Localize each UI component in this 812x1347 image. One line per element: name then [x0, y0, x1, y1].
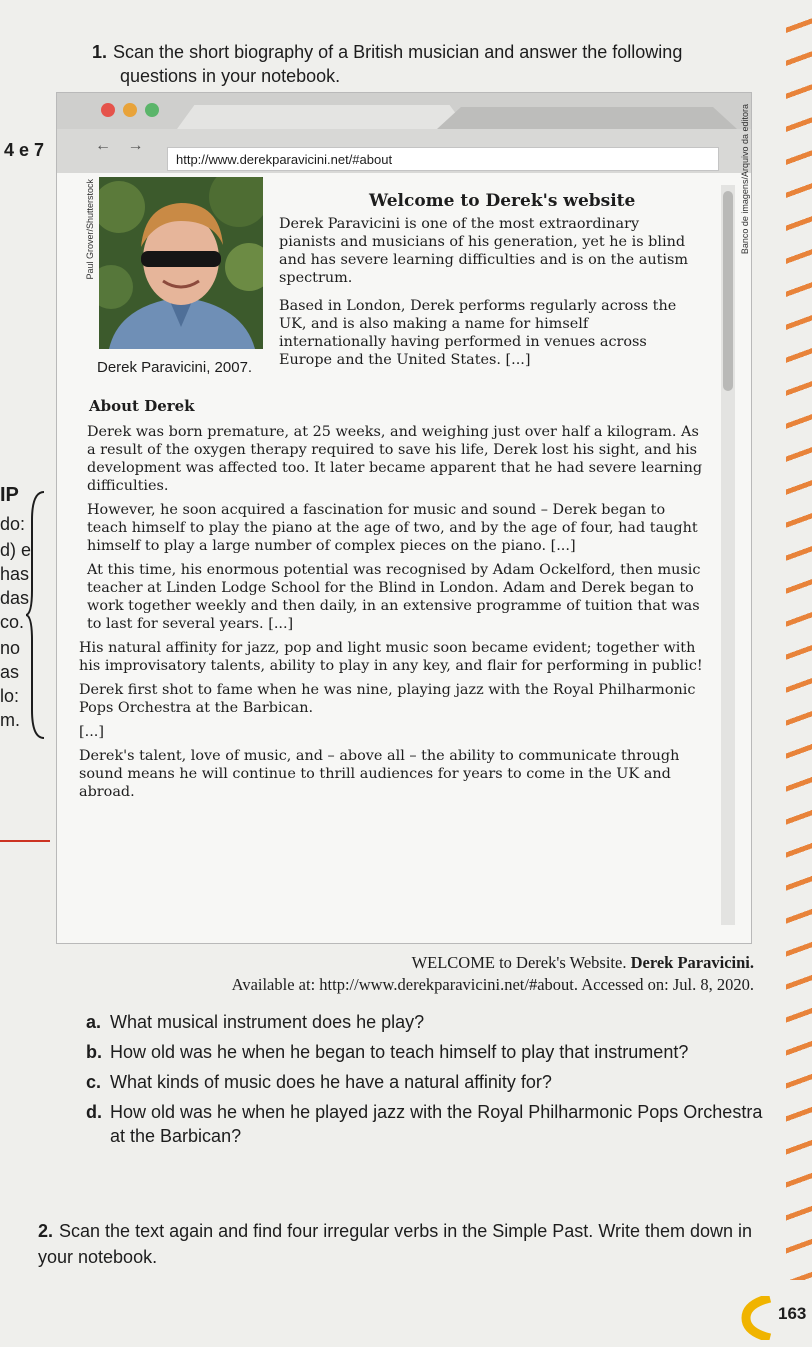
page-tab-icon — [740, 1296, 776, 1340]
about-paragraph: Derek was born premature, at 25 weeks, and weighing just over half a kilogram. As a result of the oxygen therapy required to save his life, Derek lost his sight, and his development was affected too. It later became apparent that he had severe learning difficulties. — [87, 424, 703, 494]
derek-photo — [99, 177, 263, 349]
maximize-dot-icon[interactable] — [145, 103, 159, 117]
question-1 — [92, 40, 742, 88]
question-2 — [38, 1218, 768, 1270]
question-1-number: 1. — [92, 42, 108, 62]
margin-line — [0, 840, 50, 842]
question-text: What kinds of music does he have a natural affinity for? — [110, 1072, 552, 1092]
website-title: Welcome to Derek's website — [369, 191, 636, 211]
about-body — [79, 423, 703, 807]
nav-buttons — [95, 137, 145, 155]
margin-fragment: do: — [0, 514, 26, 534]
question-list — [86, 1010, 766, 1154]
about-paragraph: At this time, his enormous potential was recognised by Adam Ockelford, then music teacher at Linden Lodge School for the Blind in London. Adam and Derek began to work together weekly and then daily, in an extensive programme of tuition that was to last for several years. [...] — [87, 562, 701, 632]
about-paragraph: His natural affinity for jazz, pop and light music soon became evident; together with his improvisatory talents, ability to play in any key, and flair for performing in public! — [79, 640, 703, 674]
margin-fragment: IP — [0, 484, 19, 506]
forward-arrow-icon[interactable]: → — [127, 137, 146, 154]
margin-fragment: das — [0, 588, 30, 608]
margin-brace — [26, 490, 50, 740]
margin-fragment: lo: — [0, 686, 20, 706]
margin-fragment: no — [0, 638, 21, 658]
decorative-stripe — [786, 0, 812, 1280]
margin-fragment: d) e — [0, 540, 32, 560]
margin-fragment: 4 e 7 — [4, 140, 45, 160]
margin-fragment: co. — [0, 612, 25, 632]
question-letter: b. — [86, 1042, 102, 1062]
photo-caption: Derek Paravicini, 2007. — [97, 359, 253, 376]
source-citation — [140, 952, 754, 996]
address-bar[interactable]: http://www.derekparavicini.net/#about — [167, 147, 719, 171]
question-1-line2: questions in your notebook. — [120, 66, 341, 86]
question-item — [86, 1070, 766, 1094]
scrollbar-thumb[interactable] — [723, 191, 733, 391]
close-dot-icon[interactable] — [101, 103, 115, 117]
browser-tab-active[interactable] — [177, 105, 467, 129]
photo-credit: Paul Grover/Shutterstock — [85, 179, 95, 280]
minimize-dot-icon[interactable] — [123, 103, 137, 117]
margin-fragment: has — [0, 564, 30, 584]
about-paragraph: [...] — [79, 724, 104, 740]
question-item — [86, 1100, 766, 1148]
intro-text — [279, 215, 699, 369]
question-1-line1: Scan the short biography of a British musician and answer the following — [113, 42, 683, 62]
margin-fragment: m. — [0, 710, 20, 730]
question-2-number: 2. — [38, 1221, 54, 1241]
about-heading: About Derek — [89, 397, 195, 415]
source-title: WELCOME to Derek's Website. — [411, 953, 627, 972]
question-letter: a. — [86, 1012, 102, 1032]
about-paragraph: However, he soon acquired a fascination for music and sound – Derek began to teach himself to play the piano at the age of two, and by the age of four, had taught himself to play a large number of complex pieces on the piano. [...] — [87, 502, 698, 554]
source-url: Available at: http://www.derekparavicini.net/#about. Accessed on: Jul. 8, 2020. — [231, 975, 754, 994]
page-number: 163 — [778, 1304, 807, 1323]
portrait-image — [99, 177, 263, 349]
browser-tab[interactable] — [437, 107, 737, 129]
question-item — [86, 1040, 766, 1064]
image-credit: Banco de imagens/Arquivo da editora — [740, 104, 750, 255]
question-letter: c. — [86, 1072, 102, 1092]
question-text: How old was he when he played jazz with the Royal Philharmonic Pops Orchestra at the Barbican? — [110, 1102, 763, 1146]
intro-paragraph-2: Based in London, Derek performs regularly across the UK, and is also making a name for himself internationally having performed in venues across Europe and the United States. [...] — [279, 298, 677, 368]
question-text: What musical instrument does he play? — [110, 1012, 425, 1032]
margin-fragment: as — [0, 662, 20, 682]
back-arrow-icon[interactable]: ← — [95, 137, 113, 154]
browser-window — [56, 92, 752, 944]
intro-paragraph-1: Derek Paravicini is one of the most extraordinary pianists and musicians of his generation, yet he is blind and has severe learning difficulties and is on the autism spectrum. — [279, 216, 689, 286]
source-author: Derek Paravicini. — [630, 953, 754, 972]
question-2-text: Scan the text again and find four irregular verbs in the Simple Past. Write them down in your notebook. — [38, 1221, 753, 1267]
question-text: How old was he when he began to teach himself to play that instrument? — [110, 1042, 689, 1062]
question-item — [86, 1010, 766, 1034]
question-letter: d. — [86, 1102, 102, 1122]
about-paragraph: Derek's talent, love of music, and – above all – the ability to communicate through sound means he will continue to thrill audiences for years to come in the UK and abroad. — [79, 748, 680, 800]
about-paragraph: Derek first shot to fame when he was nine, playing jazz with the Royal Philharmonic Pops Orchestra at the Barbican. — [79, 682, 696, 716]
